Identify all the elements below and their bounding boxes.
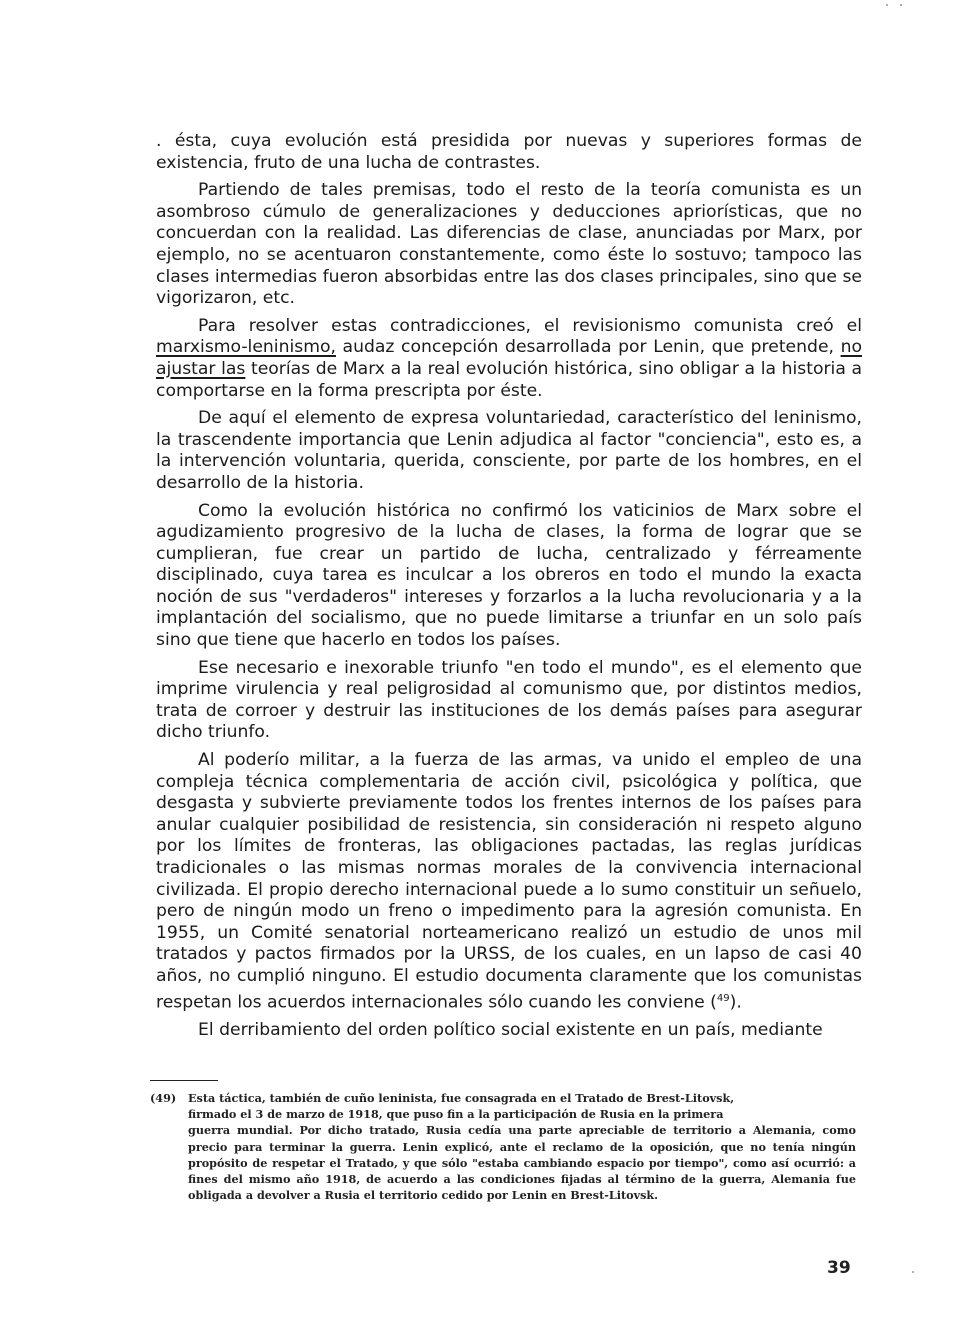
paragraph-1: . ésta, cuya evolución está presidida por nuevas y superiores formas de existencia, fruto de una lucha de contrastes. [156,131,862,173]
footnote-line-2: firmado el 3 de marzo de 1918, que puso fin a la participación de Rusia en la primera [188,1107,724,1122]
underlined-phrase-no-ajustar: no ajustar las [156,337,862,379]
scan-speck [912,1271,914,1273]
paragraph-3 [156,316,862,402]
paragraph-6: Ese necesario e inexorable triunfo "en todo el mundo", es el elemento que imprime virulencia y real peligrosidad al comunismo que, por distintos medios, trata de corroer y destruir las instituciones de los demás países para asegurar dicho triunfo. [156,657,862,743]
footnote-number: (49) [150,1091,177,1105]
footnote-divider [150,1080,218,1081]
underlined-term-marxismo-leninismo: marxismo-leninismo, [156,337,336,358]
paragraph-2: Partiendo de tales premisas, todo el resto de la teoría comunista es un asombroso cúmulo de generalizaciones y deducciones apriorísticas, que no concuerdan con la realidad. Las diferencias de clase, anunciadas por Marx, por ejemplo, no se acentuaron constantemente, como éste lo sostuvo; tampoco las clases intermedias fueron absorbidas entre las dos clases principales, sino que se vigorizaron, etc. [156,180,862,309]
page-number: 39 [827,1258,851,1278]
paragraph-3-part-3: teorías de Marx a la real evolución histórica, sino obligar a la historia a comportarse en la forma prescripta por éste. [156,358,862,401]
paragraph-8: El derribamiento del orden político social existente en un país, mediante [198,1019,823,1040]
paragraph-7 [156,750,862,1014]
paragraph-7-part-1: Al poderío militar, a la fuerza de las armas, va unido el empleo de una compleja técnica complementaria de acción civil, psicológica y política, que desgasta y subvierte previamente todos los frentes internos de los países para anular cualquier posibilidad de resistencia, sin consideración ni respeto alguno por los límites de fronteras, las obligaciones pactadas, las reglas jurídicas tradicionales o las mismas normas morales de la convivencia internacional civilizada. El propio derecho internacional puede a lo sumo constituir un señuelo, pero de ningún modo un freno o impedimento para la agresión comunista. En 1955, un Comité senatorial norteamericano realizó un estudio de unos mil tratados y pactos firmados por la URSS, de los cuales, en un lapso de casi 40 años, no cumplió ninguno. El estudio documenta claramente que los comunistas respetan los acuerdos internacionales sólo cuando les conviene ( [156,750,862,1013]
footnote-reference[interactable]: 49 [716,992,730,1004]
paragraph-7-part-2: ). [729,992,742,1013]
scan-speck [900,4,902,6]
scan-speck [886,4,888,6]
paragraph-5: Como la evolución histórica no confirmó los vaticinios de Marx sobre el agudizamiento progresivo de la lucha de clases, la forma de lograr que se cumplieran, fue crear un partido de lucha, centralizado y férreamente disciplinado, cuya tarea es inculcar a los obreros en todo el mundo la exacta noción de sus "verdaderos" intereses y forzarlos a la lucha revolucionaria y a la implantación del socialismo, que no puede limitarse a triunfar en un solo país sino que tiene que hacerlo en todos los países. [156,500,862,651]
footnote-line-1 [150,1090,856,1106]
footnote [150,1090,856,1203]
paragraph-4: De aquí el elemento de expresa voluntariedad, característico del leninismo, la trascendente importancia que Lenin adjudica al factor "conciencia", esto es, a la intervención voluntaria, querida, consciente, por parte de los hombres, en el desarrollo de la historia. [156,408,862,493]
body-text [156,131,862,1047]
footnote-text-1: Esta táctica, también de cuño leninista, fue consagrada en el Tratado de Brest-Litovsk, [188,1091,735,1105]
paragraph-3-part-2: audaz concepción desarrollada por Lenin, que pretende, [335,337,841,358]
footnote-line-3: guerra mundial. Por dicho tratado, Rusia cedía una parte apreciable de territorio a Alemania, como precio para terminar la guerra. Lenin explicó, ante el reclamo de la oposición, que no tenía ningún propósito de respetar el Tratado, y que sólo "estaba cambiando espacio por tiempo", como así ocurrió: a fines del mismo año 1918, de acuerdo a las condiciones fijadas al término de la guerra, Alemania fue obligada a devolver a Rusia el territorio cedido por Lenin en Brest-Litovsk. [188,1123,856,1203]
paragraph-3-part-1: Para resolver estas contradicciones, el revisionismo comunista creó el [198,315,862,336]
